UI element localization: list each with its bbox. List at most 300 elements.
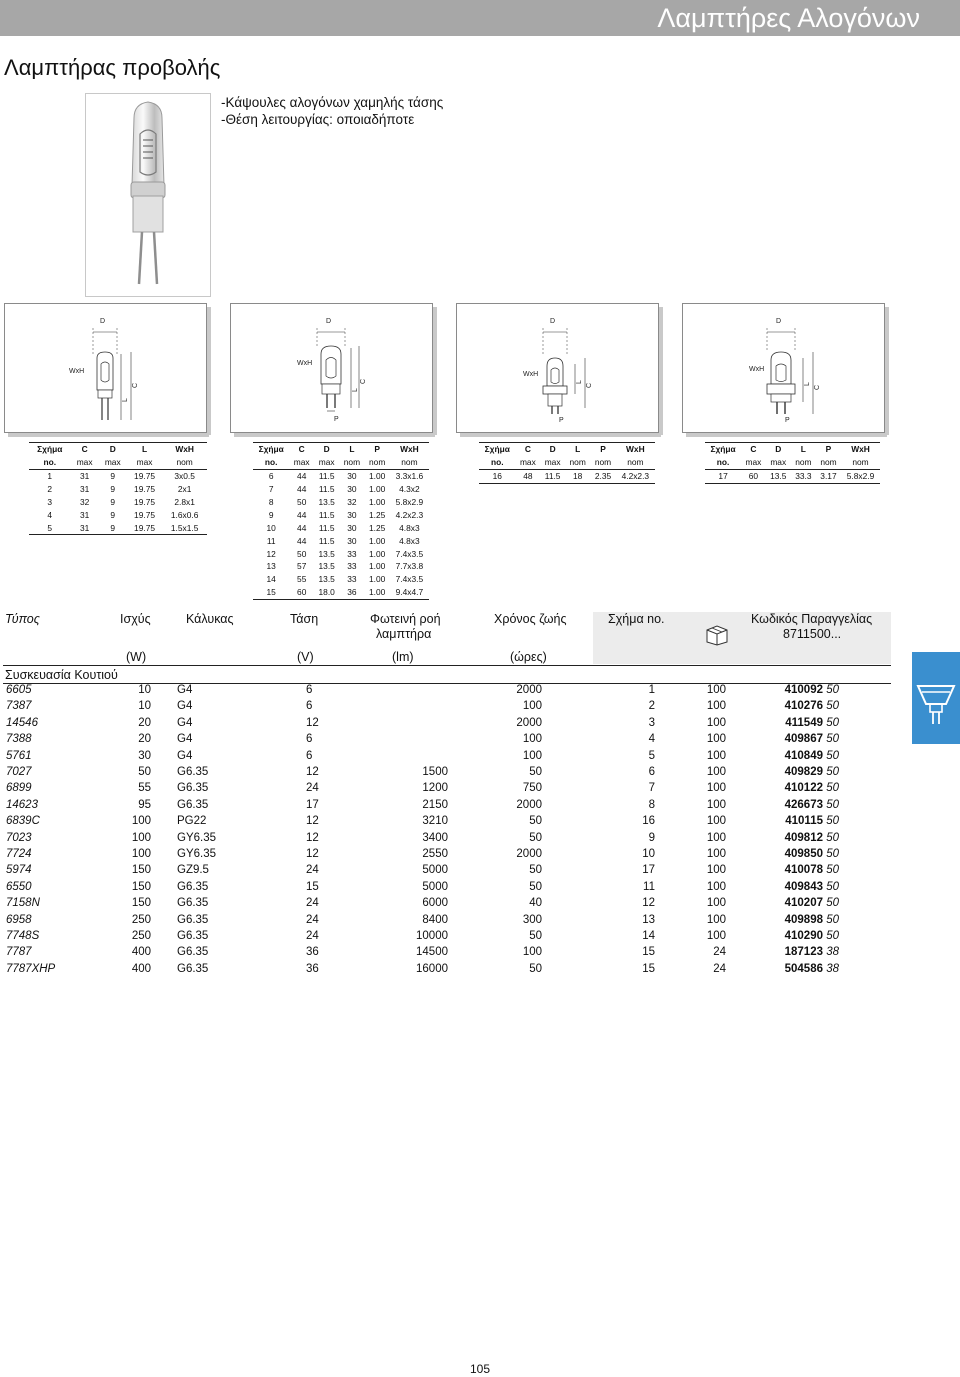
cell-life: 50 [529, 880, 542, 893]
cell-life: 50 [529, 864, 542, 877]
cell-order-code [785, 914, 839, 926]
cell-flux: 3210 [422, 815, 448, 828]
spec-row [29, 521, 207, 534]
spec-cell: 19.75 [134, 497, 156, 507]
spec-cell: 30 [347, 484, 357, 495]
spec-cell: 44 [297, 535, 307, 546]
cell-order-code [785, 897, 839, 909]
spec-cell: 11.5 [318, 522, 335, 533]
spec-cell: L [127, 443, 162, 456]
cell-power: 100 [131, 831, 151, 844]
cell-life: 50 [529, 831, 542, 844]
cell-flux: 2550 [422, 848, 448, 860]
spec-cell: 30 [347, 471, 357, 482]
page-number: 105 [469, 1362, 491, 1376]
spec-cell: 31 [79, 471, 90, 482]
spec-cell: max [540, 456, 565, 469]
spec-row [253, 483, 429, 496]
spec-row [253, 586, 429, 599]
product-row [3, 765, 891, 781]
cell-voltage: 6 [306, 733, 313, 746]
cell-voltage: 24 [306, 782, 319, 795]
spec-cell: nom [365, 456, 390, 469]
spec-cell: max [71, 456, 99, 469]
spec-row [253, 521, 429, 534]
cell-base: G6.35 [177, 913, 209, 926]
spec-cell: 1.5x1.5 [162, 521, 207, 534]
cell-order-code [785, 946, 839, 958]
spec-row [253, 573, 429, 586]
spec-cell: WxH [390, 443, 429, 456]
cell-base: G4 [177, 716, 193, 729]
col-header-base: Κάλυκας [186, 612, 234, 626]
spec-cell: max [516, 456, 541, 469]
spec-row [253, 456, 429, 469]
spec-cell: 33 [347, 561, 357, 572]
cell-base: G6.35 [177, 962, 209, 975]
spec-cell: D [540, 443, 565, 456]
cell-box: 100 [706, 749, 726, 762]
spec-cell: D [99, 443, 127, 456]
spec-cell: nom [565, 456, 590, 469]
halogen-capsule-icon [86, 94, 210, 296]
product-row [3, 847, 891, 863]
spec-cell: nom [616, 456, 655, 469]
cell-shape: 1 [648, 684, 655, 696]
spec-cell: C [289, 443, 314, 456]
spec-cell: 3.17 [816, 469, 841, 483]
order-code-main: 409843 [784, 880, 823, 893]
spec-cell: 8 [268, 497, 274, 507]
spec-cell: 3x0.5 [174, 471, 195, 482]
unit-power: (W) [126, 650, 147, 664]
spec-cell: 50 [297, 548, 307, 559]
cell-flux: 16000 [416, 962, 448, 975]
cell-power: 10 [138, 684, 151, 696]
order-code-suffix: 50 [826, 766, 839, 778]
cell-life: 2000 [516, 848, 542, 860]
cell-base: G4 [177, 684, 193, 696]
spec-cell: C [516, 443, 541, 456]
spec-cell: Σχήμα [479, 443, 516, 456]
cell-type: 7787 [6, 946, 32, 959]
spec-cell: 1.6x0.6 [170, 509, 199, 520]
spec-cell: 7.4x3.5 [395, 548, 424, 559]
cell-power: 20 [138, 733, 151, 746]
spec-cell: 11.5 [318, 484, 335, 495]
cell-order-code [785, 864, 839, 876]
cell-voltage: 12 [306, 831, 319, 844]
spec-cell: D [766, 443, 791, 456]
cell-shape: 15 [642, 946, 655, 959]
order-code-main: 410122 [784, 782, 823, 795]
cell-power: 400 [131, 946, 151, 959]
order-code-main: 410078 [784, 864, 823, 877]
cell-shape: 16 [642, 815, 655, 828]
product-row [3, 798, 891, 814]
spec-cell: 44 [297, 484, 307, 495]
product-row [3, 716, 891, 732]
spec-cell: 19.75 [134, 484, 156, 495]
spec-cell: 1.00 [369, 574, 386, 585]
cell-power: 100 [131, 848, 151, 860]
spec-cell: 32 [347, 497, 357, 507]
spec-cell: 15 [253, 586, 289, 599]
cell-shape: 3 [648, 716, 655, 729]
cell-order-code [785, 815, 839, 827]
spec-cell: 36 [339, 586, 364, 599]
dim-label-l: L [122, 398, 129, 402]
cell-shape: 7 [648, 782, 655, 795]
cell-type: 6958 [6, 913, 32, 926]
spec-row [479, 443, 655, 456]
cell-shape: 13 [642, 913, 655, 926]
spec-cell: Σχήμα [29, 443, 71, 456]
cell-flux: 5000 [422, 864, 448, 877]
col-header-power: Ισχύς [120, 612, 151, 626]
cell-flux: 8400 [422, 913, 448, 926]
unit-voltage: (V) [297, 650, 314, 664]
cell-type: 7787XHP [6, 962, 56, 975]
spec-cell: nom [841, 456, 880, 469]
cell-shape: 17 [642, 864, 655, 877]
cell-type: 7023 [6, 831, 32, 844]
spec-cell: 5.8x2.9 [395, 497, 424, 507]
order-code-main: 410849 [784, 749, 823, 762]
box-package-icon [704, 622, 730, 646]
spec-cell: L [565, 443, 590, 456]
spec-row [253, 560, 429, 573]
order-code-suffix: 50 [826, 913, 839, 926]
order-code-main: 409829 [784, 766, 823, 778]
product-row [3, 683, 891, 699]
order-code-suffix: 50 [826, 684, 839, 696]
product-row [3, 913, 891, 929]
diagram-frame-pg22 [456, 303, 659, 433]
spec-row [253, 547, 429, 560]
cell-type: 7724 [6, 848, 32, 860]
cell-flux: 3400 [422, 831, 448, 844]
cell-life: 750 [522, 782, 542, 795]
cell-power: 20 [138, 716, 151, 729]
dim-label-c: C [360, 378, 367, 384]
spec-cell: 31 [79, 484, 90, 495]
cell-power: 55 [138, 782, 151, 795]
cell-power: 10 [138, 700, 151, 713]
cell-base: G6.35 [177, 897, 209, 910]
order-code-main: 187123 [784, 946, 823, 959]
spec-table-shape-16 [479, 442, 655, 484]
cell-power: 400 [131, 962, 151, 975]
order-code-suffix: 50 [826, 733, 839, 746]
spec-cell: 55 [297, 574, 307, 585]
spec-cell: 13.5 [318, 548, 335, 559]
spec-row [253, 469, 429, 482]
spec-row [705, 443, 880, 456]
spec-row [29, 469, 207, 482]
spec-cell: 19.75 [127, 521, 162, 534]
spec-row [479, 469, 655, 483]
cell-base: G6.35 [177, 782, 209, 795]
dim-label-wxh: WxH [523, 371, 539, 378]
feature-item: -Κάψουλες αλογόνων χαμηλής τάσης [221, 95, 444, 110]
cell-order-code [785, 848, 839, 860]
dim-label-d: D [550, 318, 556, 325]
cell-order-code [785, 832, 839, 844]
spec-table-shapes-6-15 [253, 442, 429, 600]
spec-cell: 19.75 [134, 471, 156, 482]
spec-cell: C [71, 443, 99, 456]
spec-cell: 5.8x2.9 [841, 469, 880, 483]
spec-cell: 1.00 [369, 535, 386, 546]
cell-power: 100 [131, 815, 151, 828]
spec-cell: 50 [297, 497, 307, 507]
spec-row [29, 483, 207, 496]
spec-cell: 9 [110, 497, 116, 507]
order-code-suffix: 50 [826, 880, 839, 893]
spec-cell: P [816, 443, 841, 456]
product-row [3, 929, 891, 945]
cell-order-code [785, 782, 839, 794]
spec-cell: max [314, 456, 339, 469]
cell-box: 100 [706, 684, 726, 696]
section-title: Λαμπτήρας προβολής [4, 55, 221, 80]
cell-life: 2000 [516, 684, 542, 696]
cell-flux: 2150 [422, 798, 448, 811]
spec-cell: 2 [47, 484, 53, 495]
spec-cell: 12 [266, 548, 276, 559]
spec-cell: D [314, 443, 339, 456]
spec-cell: 9 [99, 521, 127, 534]
cell-type: 5761 [6, 749, 32, 762]
spec-cell: WxH [841, 443, 880, 456]
cell-power: 250 [131, 930, 151, 942]
spec-cell: WxH [162, 443, 207, 456]
order-code-suffix: 50 [826, 798, 839, 811]
spec-cell: 4.8x3 [399, 535, 420, 546]
spec-cell: 16 [479, 469, 516, 483]
cell-order-code [785, 717, 839, 729]
dim-label-p: P [334, 416, 339, 423]
spec-cell: 7 [268, 484, 274, 495]
cell-base: G6.35 [177, 798, 209, 811]
product-row [3, 831, 891, 847]
cell-shape: 6 [648, 766, 655, 778]
spec-row [705, 469, 880, 483]
spec-cell: 3 [47, 497, 53, 507]
order-code-suffix: 50 [826, 700, 839, 713]
cell-voltage: 24 [306, 897, 319, 910]
spec-cell: 1.00 [369, 484, 386, 495]
spec-cell: 4 [47, 509, 53, 520]
spec-row [29, 443, 207, 456]
spec-cell: 7.4x3.5 [395, 574, 424, 585]
cell-life: 100 [522, 700, 542, 713]
cell-base: G4 [177, 700, 193, 713]
page-header-title: Λαμπτήρες Αλογόνων [657, 3, 920, 33]
cell-base: GY6.35 [177, 848, 216, 860]
spec-cell: max [741, 456, 766, 469]
cell-order-code [785, 963, 839, 975]
cell-base: G6.35 [177, 880, 209, 893]
feature-list [221, 94, 443, 128]
cell-type: 7027 [6, 766, 32, 778]
cell-power: 250 [131, 913, 151, 926]
cell-base: GY6.35 [177, 831, 216, 844]
product-row [3, 699, 891, 715]
cell-type: 5974 [6, 864, 32, 877]
col-header-life: Χρόνος ζωής [494, 612, 567, 626]
spec-cell: 13.5 [318, 497, 335, 507]
spec-cell: 44 [297, 471, 307, 482]
cell-type: 7387 [6, 700, 32, 713]
spec-cell: 9.4x4.7 [390, 586, 429, 599]
spec-row [29, 508, 207, 521]
dim-label-d: D [100, 318, 106, 325]
diagram-frame-pin [4, 303, 207, 433]
cell-voltage: 24 [306, 913, 319, 926]
col-header-flux-2: λαμπτήρα [376, 627, 432, 641]
spec-cell: WxH [616, 443, 655, 456]
dim-label-c: C [586, 382, 593, 388]
cell-order-code [785, 881, 839, 893]
cell-life: 300 [522, 913, 542, 926]
spec-cell: no. [253, 456, 289, 469]
spec-cell: 9 [110, 484, 116, 495]
cell-flux: 1500 [422, 766, 448, 778]
dim-label-p: P [559, 417, 564, 424]
spec-cell: L [791, 443, 816, 456]
cell-shape: 15 [642, 962, 655, 975]
dim-label-wxh: WxH [69, 368, 85, 375]
dim-label-p: P [785, 417, 790, 424]
spec-row [253, 534, 429, 547]
product-row [3, 962, 891, 978]
cell-voltage: 36 [306, 962, 319, 975]
cell-flux: 10000 [416, 930, 448, 942]
spec-cell: 44 [297, 522, 307, 533]
cell-order-code [785, 700, 839, 712]
order-code-main: 410290 [784, 930, 823, 942]
cell-voltage: 6 [306, 700, 313, 713]
spec-cell: 18 [565, 469, 590, 483]
spot-lamp-icon [912, 652, 960, 744]
cell-voltage: 12 [306, 848, 319, 860]
cell-flux: 14500 [416, 946, 448, 959]
spec-cell: nom [339, 456, 364, 469]
dim-label-wxh: WxH [749, 366, 765, 373]
cell-box: 100 [706, 782, 726, 795]
spec-row [253, 496, 429, 509]
order-code-main: 410276 [784, 700, 823, 713]
cell-order-code [785, 799, 839, 811]
cell-flux: 6000 [422, 897, 448, 910]
cell-life: 50 [529, 930, 542, 942]
order-code-main: 504586 [784, 962, 823, 975]
cell-type: 6550 [6, 880, 32, 893]
cell-box: 100 [706, 848, 726, 860]
cell-box: 100 [706, 831, 726, 844]
order-code-main: 409812 [784, 831, 823, 844]
spec-cell: 48 [516, 469, 541, 483]
spec-cell: 5 [29, 521, 71, 534]
product-row [3, 863, 891, 879]
dim-label-l: L [576, 380, 583, 384]
cell-shape: 12 [642, 897, 655, 910]
spec-cell: nom [390, 456, 429, 469]
dim-label-c: C [814, 384, 821, 390]
spec-cell: 4.2x2.3 [616, 469, 655, 483]
cell-order-code [785, 766, 839, 778]
order-code-main: 410092 [784, 684, 823, 696]
spec-table-shapes-1-5 [29, 442, 207, 535]
cell-box: 100 [706, 913, 726, 926]
cell-shape: 4 [648, 733, 655, 746]
cell-type: 7158N [6, 897, 40, 910]
cell-voltage: 24 [306, 864, 319, 877]
cell-base: G6.35 [177, 946, 209, 959]
spec-row [479, 456, 655, 469]
cell-life: 50 [529, 766, 542, 778]
spec-cell: P [590, 443, 615, 456]
cell-box: 100 [706, 700, 726, 713]
spec-cell: 4.8x3 [399, 522, 420, 533]
dim-label-d: D [776, 318, 782, 325]
spec-cell: 13.5 [766, 469, 791, 483]
order-code-suffix: 38 [826, 962, 839, 975]
box-packaging-label: Συσκευασία Κουτιού [5, 668, 118, 682]
spec-cell: 14 [266, 574, 276, 585]
cell-life: 100 [522, 733, 542, 746]
cell-shape: 5 [648, 749, 655, 762]
spec-cell: 4.3x2 [399, 484, 420, 495]
spec-cell: 1.25 [369, 522, 386, 533]
spec-cell: 9 [268, 509, 274, 520]
cell-voltage: 36 [306, 946, 319, 959]
cell-power: 50 [138, 766, 151, 778]
spec-cell: 33.3 [791, 469, 816, 483]
cell-box: 100 [706, 766, 726, 778]
spec-cell: 13.5 [318, 574, 335, 585]
order-code-main: 411549 [785, 716, 823, 729]
cell-type: 7388 [6, 733, 32, 746]
cell-box: 100 [706, 897, 726, 910]
lamp-photo [85, 93, 211, 297]
cell-shape: 2 [648, 700, 655, 713]
product-row [3, 896, 891, 912]
cell-shape: 8 [648, 798, 655, 811]
spec-cell: 3.3x1.6 [395, 471, 424, 482]
cell-power: 150 [131, 864, 151, 877]
order-code-main: 410115 [785, 815, 823, 828]
cell-voltage: 6 [306, 749, 313, 762]
product-row [3, 781, 891, 797]
spec-cell: 9 [110, 471, 116, 482]
cell-life: 2000 [516, 716, 542, 729]
cell-voltage: 12 [306, 766, 319, 778]
spec-cell: P [365, 443, 390, 456]
spec-cell: 1.00 [369, 497, 386, 507]
spec-row [29, 456, 207, 469]
order-code-suffix: 50 [826, 848, 839, 860]
spec-cell: 30 [347, 522, 357, 533]
cell-base: G6.35 [177, 766, 209, 778]
order-code-main: 410207 [784, 897, 823, 910]
dim-label-l: L [352, 388, 359, 392]
spec-cell: C [741, 443, 766, 456]
dim-label-c: C [132, 382, 139, 388]
order-code-main: 409867 [784, 733, 823, 746]
